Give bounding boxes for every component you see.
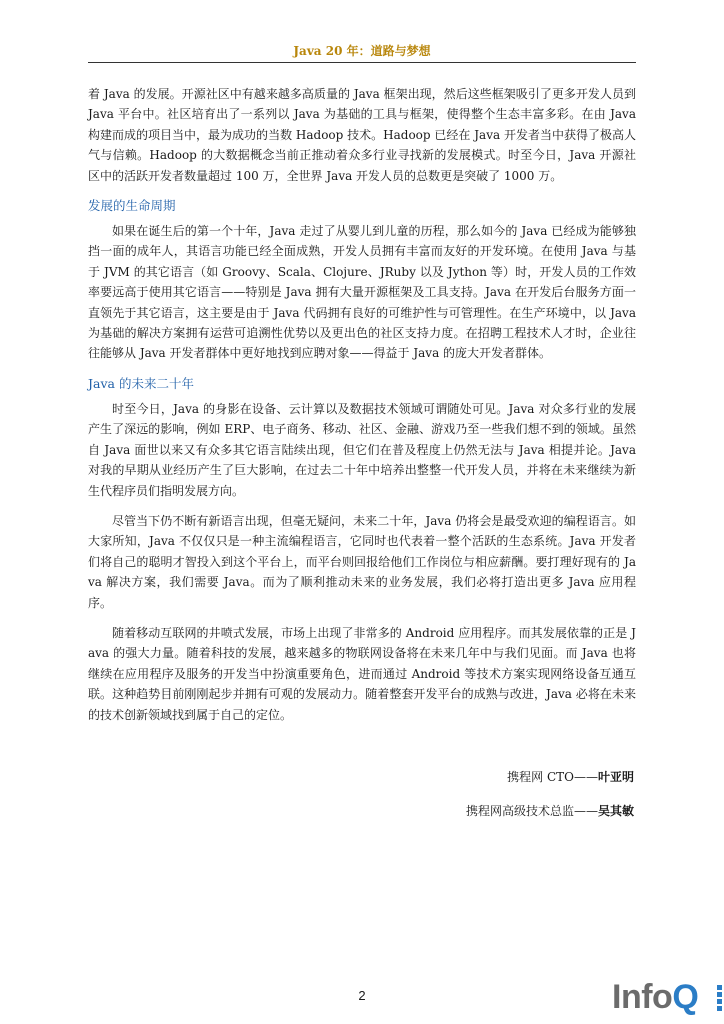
- article-body: [88, 84, 636, 821]
- section-heading-future: Java 的未来二十年: [88, 375, 194, 391]
- signature-ctrip-director: [88, 801, 634, 821]
- infoq-logo: [612, 977, 698, 1017]
- infoq-logo-text: InfoQ: [612, 978, 699, 1016]
- page-number: 2: [358, 988, 366, 1003]
- running-header: Java 20 年：道路与梦想: [293, 44, 431, 58]
- signature-name: 叶亚明: [597, 769, 634, 784]
- logo-mark-icon: [716, 985, 724, 1011]
- section-heading-lifecycle: 发展的生命周期: [88, 198, 176, 214]
- signature-role: 携程网高级技术总监——: [465, 803, 598, 818]
- signature-name: 吴其敏: [597, 803, 634, 818]
- paragraph-lifecycle: 如果在诞生后的第一个十年，Java 走过了从婴儿到儿童的历程，那么如今的 Java 已经成为能够独挡一面的成年人，其语言功能已经全面成熟，开发人员拥有丰富而友好的开发环境。在使用 Java 与基于 JVM 的其它语言（如 Groovy、Scala、Clojure、JRuby 以及 Jython 等）时，开发人员的工作效率要远高于使用其它语言——特别是 Java 拥有大量开源框架及工具支持。Java 在开发后台服务方面一直领先于其它语言，这主要是由于 Java 代码拥有良好的可维护性与可管理性。在生产环境中，以 Java 为基础的解决方案拥有运营可追溯性优势以及更出色的社区支持力度。在招聘工程技术人才时，企业往往能够从 Java 开发者群体中更好地找到应聘对象——得益于 Java 的庞大开发者群体。: [88, 224, 636, 361]
- paragraph-future-1: 时至今日，Java 的身影在设备、云计算以及数据技术领域可谓随处可见。Java 对众多行业的发展产生了深远的影响，例如 ERP、电子商务、移动、社区、金融、游戏乃至一些我们想不到的领域。虽然自 Java 面世以来又有众多其它语言陆续出现，但它们在普及程度上仍然无法与 Java 相提并论。Java 对我的早期从业经历产生了巨大影响，在过去二十年中培养出整整一代开发人员，并将在未来继续为新生代程序员们指明发展方向。: [88, 401, 636, 498]
- paragraph-future-3: 随着移动互联网的井喷式发展，市场上出现了非常多的 Android 应用程序。而其发展依靠的正是 Java 的强大力量。随着科技的发展，越来越多的物联网设备将在未来几年中与我们见面。而 Java 也将继续在应用程序及服务的开发当中扮演重要角色，进而通过 Android 等技术方案实现网络设备互通互联。这种趋势目前刚刚起步并拥有可观的发展动力。随着整套开发平台的成熟与改进，Java 必将在未来的技术创新领域找到属于自己的定位。: [88, 625, 636, 722]
- paragraph-continued: 着 Java 的发展。开源社区中有越来越多高质量的 Java 框架出现，然后这些框架吸引了更多开发人员到 Java 平台中。社区培育出了一系列以 Java 为基础的工具与框架，使得整个生态丰富多彩。在由 Java 构建而成的项目当中，最为成功的当数 Hadoop 技术。Hadoop 已经在 Java 开发者当中获得了极高人气与信赖。Hadoop 的大数据概念当前正推动着众多行业寻找新的发展模式。时至今日，Java 开源社区中的活跃开发者数量超过 100 万，全世界 Java 开发人员的总数更是突破了 1000 万。: [88, 87, 636, 183]
- paragraph-future-2: 尽管当下仍不断有新语言出现，但毫无疑问，未来二十年，Java 仍将会是最受欢迎的编程语言。如大家所知，Java 不仅仅只是一种主流编程语言，它同时也代表着一整个活跃的生态系统。Java 开发者们将自己的聪明才智投入到这个平台上，而平台则回报给他们工作岗位与相应薪酬。要打理好现有的 Java 解决方案，我们需要 Java。而为了顺利推动未来的业务发展，我们必将打造出更多 Java 应用程序。: [88, 513, 636, 610]
- header-rule: [88, 62, 636, 63]
- signature-ctrip-cto: [88, 767, 634, 787]
- signature-role: 携程网 CTO——: [507, 769, 598, 784]
